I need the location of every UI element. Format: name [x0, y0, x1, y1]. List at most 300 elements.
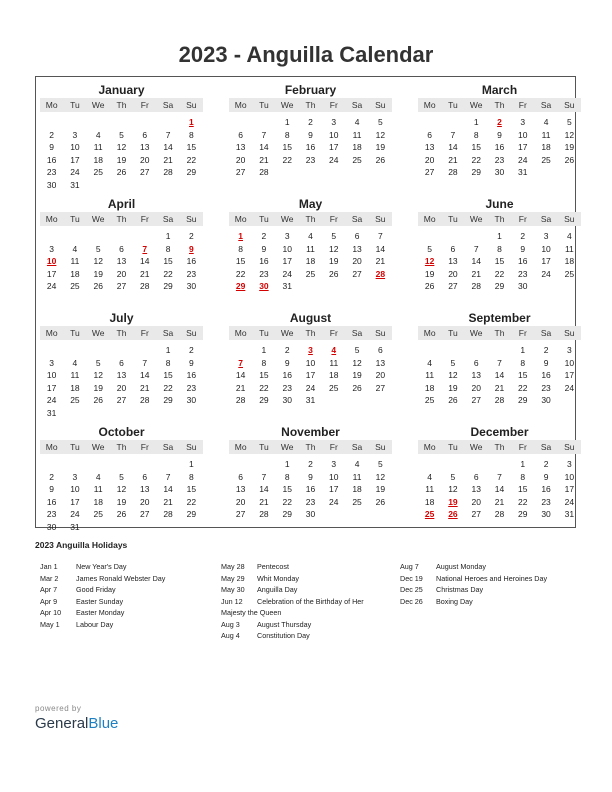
day-cell: 16 [541, 370, 551, 380]
weekday-label: Tu [259, 100, 269, 110]
weekday-label: Th [305, 100, 316, 110]
day-cell: 19 [93, 382, 103, 393]
weekday-label: We [280, 214, 294, 224]
day-cell: 25 [352, 154, 362, 165]
day-cell: 4 [427, 357, 432, 368]
empty-cell [40, 116, 63, 129]
day-cell: 1 [165, 345, 171, 355]
month-name: April [107, 197, 136, 211]
month-0 [40, 83, 203, 191]
day-cell: 12 [116, 484, 127, 494]
weekday-label: Sa [540, 328, 552, 338]
month-name: October [98, 425, 145, 439]
holiday-item [400, 584, 575, 596]
weekday-label: Fr [518, 214, 527, 224]
day-cell: 30 [494, 167, 505, 177]
day-cell: 5 [119, 471, 124, 482]
holiday-name: August Thursday [257, 619, 312, 629]
day-cell: 26 [116, 167, 127, 177]
weekday-label: Tu [448, 214, 458, 224]
holiday-date: May 28 [221, 562, 245, 571]
day-cell: 27 [235, 167, 246, 177]
day-cell: 7 [165, 471, 171, 482]
day-cell: 21 [375, 256, 386, 266]
day-cell: 9 [188, 243, 194, 254]
holiday-column [40, 561, 210, 630]
day-cell: 17 [329, 142, 339, 152]
empty-cell [252, 458, 275, 471]
empty-cell [156, 116, 179, 129]
day-cell: 16 [186, 370, 197, 380]
weekday-header [229, 440, 392, 454]
day-cell: 17 [282, 256, 292, 266]
day-cell: 31 [518, 167, 528, 177]
day-cell: 3 [72, 129, 78, 140]
day-cell: 8 [284, 129, 290, 140]
weekday-label: Th [494, 214, 505, 224]
holiday-date: May 29 [221, 573, 245, 583]
empty-cell [87, 458, 110, 471]
holiday-name: Anguilla Day [257, 585, 298, 594]
holiday-name: Christmas Day [436, 585, 484, 594]
day-cell: 20 [471, 496, 481, 507]
day-cell: 19 [448, 382, 458, 393]
day-cell: 3 [520, 117, 526, 127]
day-cell: 16 [494, 142, 505, 152]
weekday-label: Tu [70, 100, 80, 110]
day-cell: 29 [186, 509, 197, 519]
holiday-date: May 1 [40, 619, 60, 629]
day-cell: 6 [142, 471, 148, 482]
day-cell: 30 [305, 509, 316, 519]
weekday-label: Tu [259, 328, 269, 338]
day-cell: 3 [566, 459, 572, 469]
day-cell: 4 [331, 345, 337, 355]
day-cell: 26 [564, 154, 575, 165]
day-cell: 18 [329, 370, 339, 380]
day-cell: 28 [259, 509, 269, 519]
day-cell: 12 [375, 129, 386, 140]
day-grid [40, 458, 203, 533]
day-cell: 4 [72, 357, 78, 368]
day-cell: 7 [497, 357, 502, 368]
weekday-label: Fr [518, 100, 527, 110]
day-cell: 30 [541, 395, 551, 405]
day-cell: 10 [282, 243, 292, 254]
empty-cell [465, 458, 488, 471]
day-cell: 5 [331, 231, 337, 241]
day-cell: 28 [471, 281, 481, 291]
day-cell: 7 [473, 243, 479, 254]
day-cell: 8 [165, 243, 171, 254]
day-cell: 4 [354, 117, 360, 127]
day-cell: 20 [116, 382, 127, 393]
weekday-label: We [469, 100, 483, 110]
day-cell: 23 [494, 154, 505, 165]
day-cell: 11 [70, 256, 80, 266]
day-cell: 12 [564, 129, 575, 140]
day-cell: 14 [235, 370, 246, 380]
holiday-item [400, 596, 575, 608]
weekday-label: Su [564, 214, 575, 224]
empty-cell [252, 116, 275, 129]
day-cell: 22 [163, 268, 173, 279]
weekday-label: Th [494, 100, 505, 110]
day-cell: 16 [259, 256, 269, 266]
weekday-label: Mo [234, 328, 247, 338]
day-cell: 1 [261, 345, 267, 355]
weekday-label: Th [116, 214, 127, 224]
day-cell: 12 [116, 142, 127, 152]
day-cell: 1 [238, 231, 243, 241]
day-cell: 22 [494, 268, 505, 279]
day-cell: 8 [473, 129, 479, 140]
month-name: March [481, 83, 518, 97]
day-cell: 18 [424, 496, 435, 507]
day-cell: 6 [473, 471, 479, 482]
day-cell: 19 [93, 268, 103, 279]
day-cell: 19 [116, 496, 127, 507]
day-cell: 13 [116, 370, 127, 380]
day-cell: 6 [238, 471, 243, 482]
month-name: February [284, 83, 337, 97]
day-cell: 12 [448, 370, 458, 380]
day-cell: 12 [352, 357, 362, 368]
day-cell: 17 [70, 154, 80, 165]
day-cell: 11 [425, 484, 435, 494]
day-cell: 10 [46, 256, 57, 266]
month-name: December [470, 425, 529, 439]
holiday-date: Dec 19 [400, 573, 423, 583]
day-cell: 26 [424, 281, 435, 291]
day-cell: 3 [331, 117, 337, 127]
day-cell: 4 [308, 231, 313, 241]
holiday-item [400, 573, 575, 585]
day-cell: 24 [541, 268, 551, 279]
day-cell: 15 [518, 370, 528, 380]
holiday-date: Mar 2 [40, 573, 59, 583]
day-cell: 19 [448, 496, 458, 507]
empty-cell [63, 230, 86, 243]
day-cell: 27 [140, 167, 150, 177]
weekday-label: Sa [540, 100, 552, 110]
holiday-column [221, 561, 386, 642]
day-cell: 3 [543, 231, 549, 241]
day-cell: 6 [354, 231, 360, 241]
day-cell: 10 [70, 484, 80, 494]
day-cell: 23 [46, 167, 57, 177]
day-cell: 28 [375, 268, 386, 279]
day-cell: 26 [375, 154, 386, 165]
day-cell: 18 [70, 268, 80, 279]
day-cell: 30 [186, 395, 197, 405]
day-cell: 22 [471, 154, 481, 165]
day-grid [40, 230, 203, 293]
weekday-label: Sa [540, 214, 552, 224]
day-cell: 25 [541, 154, 551, 165]
holiday-item [221, 573, 386, 585]
day-cell: 8 [188, 129, 194, 140]
day-cell: 23 [46, 509, 57, 519]
day-cell: 26 [329, 268, 339, 279]
day-cell: 6 [377, 345, 383, 355]
weekday-label: Fr [518, 442, 527, 452]
day-cell: 15 [282, 484, 292, 494]
day-cell: 8 [497, 243, 502, 254]
day-cell: 28 [140, 395, 150, 405]
brand-blue: Blue [88, 715, 119, 732]
holiday-item [400, 561, 575, 573]
day-cell: 4 [95, 129, 101, 140]
day-cell: 24 [329, 496, 339, 507]
empty-cell [133, 458, 156, 471]
day-cell: 11 [93, 484, 103, 494]
day-cell: 3 [308, 345, 313, 355]
weekday-label: Sa [351, 214, 363, 224]
day-grid [229, 116, 392, 179]
day-cell: 18 [424, 382, 435, 393]
weekday-label: We [280, 328, 294, 338]
day-cell: 20 [235, 154, 246, 165]
day-cell: 21 [471, 268, 481, 279]
day-cell: 22 [235, 268, 246, 279]
weekday-label: Mo [423, 214, 436, 224]
empty-cell [418, 230, 441, 243]
day-cell: 28 [163, 167, 173, 177]
weekday-label: Fr [329, 328, 338, 338]
day-cell: 2 [261, 231, 267, 241]
day-cell: 4 [95, 471, 101, 482]
day-cell: 14 [375, 243, 386, 254]
day-cell: 1 [520, 345, 526, 355]
holiday-name: Pentecost [257, 562, 289, 571]
weekday-label: Mo [45, 442, 58, 452]
day-cell: 28 [448, 167, 458, 177]
day-cell: 27 [448, 281, 458, 291]
weekday-label: Su [186, 442, 197, 452]
day-cell: 21 [494, 496, 505, 507]
weekday-label: Th [116, 100, 127, 110]
brand-logo [35, 715, 118, 732]
weekday-label: Su [375, 328, 386, 338]
holiday-date: Dec 26 [400, 596, 423, 606]
weekday-label: Su [564, 442, 575, 452]
day-cell: 24 [518, 154, 528, 165]
day-cell: 7 [261, 471, 267, 482]
weekday-header [418, 212, 581, 226]
day-cell: 27 [116, 395, 127, 405]
holiday-item [221, 561, 386, 573]
holiday-name: Easter Sunday [76, 596, 124, 606]
day-cell: 10 [46, 370, 57, 380]
day-cell: 10 [518, 129, 528, 140]
weekday-label: Tu [259, 442, 269, 452]
day-cell: 31 [564, 509, 575, 519]
empty-cell [488, 458, 511, 471]
day-cell: 26 [116, 509, 127, 519]
day-cell: 17 [46, 268, 57, 279]
day-cell: 10 [70, 142, 80, 152]
holiday-item [40, 561, 210, 573]
day-cell: 13 [235, 142, 246, 152]
month-7 [229, 311, 392, 407]
day-cell: 29 [163, 281, 173, 291]
month-name: July [109, 311, 134, 325]
holiday-item [40, 607, 210, 619]
day-cell: 8 [165, 357, 171, 368]
day-cell: 5 [119, 129, 124, 140]
day-cell: 26 [375, 496, 386, 507]
day-cell: 20 [235, 496, 246, 507]
empty-cell [441, 344, 464, 357]
day-cell: 9 [308, 471, 313, 482]
day-cell: 16 [305, 142, 316, 152]
weekday-header [40, 98, 203, 112]
day-cell: 5 [377, 117, 383, 127]
day-cell: 9 [49, 142, 54, 152]
day-cell: 16 [282, 370, 292, 380]
empty-cell [40, 230, 63, 243]
day-cell: 15 [471, 142, 481, 152]
weekday-label: Su [564, 328, 575, 338]
day-grid [229, 344, 392, 407]
day-cell: 16 [541, 484, 551, 494]
day-cell: 1 [520, 459, 526, 469]
empty-cell [40, 458, 63, 471]
weekday-header [40, 326, 203, 340]
weekday-label: Sa [162, 328, 174, 338]
weekday-label: Su [375, 100, 386, 110]
day-cell: 23 [541, 382, 551, 393]
weekday-label: Fr [140, 100, 149, 110]
day-cell: 18 [352, 484, 362, 494]
day-cell: 7 [165, 129, 171, 140]
weekday-label: We [469, 328, 483, 338]
holiday-name: New Year's Day [76, 562, 127, 571]
day-grid [418, 116, 581, 179]
empty-cell [229, 458, 252, 471]
day-cell: 27 [375, 382, 386, 393]
empty-cell [63, 458, 86, 471]
weekday-label: Sa [540, 442, 552, 452]
powered-by-text: powered by [35, 704, 82, 713]
day-cell: 1 [188, 459, 194, 469]
empty-cell [110, 344, 133, 357]
day-cell: 3 [331, 459, 337, 469]
day-cell: 18 [564, 256, 575, 266]
day-cell: 8 [238, 243, 243, 254]
empty-cell [63, 344, 86, 357]
day-cell: 21 [494, 382, 505, 393]
day-cell: 31 [282, 281, 292, 291]
day-cell: 11 [70, 370, 80, 380]
day-cell: 18 [352, 142, 362, 152]
day-cell: 13 [375, 357, 386, 368]
day-cell: 9 [543, 471, 549, 482]
day-cell: 18 [305, 256, 316, 266]
day-cell: 14 [163, 142, 173, 152]
day-cell: 4 [354, 459, 360, 469]
weekday-label: Mo [234, 442, 247, 452]
day-cell: 25 [564, 268, 575, 279]
day-cell: 9 [284, 357, 290, 368]
day-cell: 1 [165, 231, 171, 241]
day-cell: 2 [497, 117, 502, 127]
day-cell: 29 [186, 167, 197, 177]
day-cell: 9 [261, 243, 267, 254]
weekday-label: Sa [351, 442, 363, 452]
day-cell: 26 [352, 382, 362, 393]
month-name: November [281, 425, 340, 439]
day-cell: 19 [352, 370, 362, 380]
day-cell: 27 [235, 509, 246, 519]
day-cell: 13 [352, 243, 362, 254]
weekday-label: Th [494, 328, 505, 338]
month-name: June [485, 197, 514, 211]
day-cell: 26 [448, 509, 458, 519]
empty-cell [156, 458, 179, 471]
day-cell: 17 [329, 484, 339, 494]
day-cell: 25 [424, 509, 435, 519]
day-cell: 24 [282, 268, 292, 279]
day-cell: 30 [518, 281, 528, 291]
holiday-name: Easter Monday [76, 608, 125, 617]
day-cell: 3 [566, 345, 572, 355]
month-2 [418, 83, 581, 179]
day-cell: 12 [93, 370, 103, 380]
day-cell: 30 [186, 281, 197, 291]
weekday-label: Fr [140, 442, 149, 452]
day-cell: 3 [72, 471, 78, 482]
day-cell: 4 [427, 471, 432, 482]
day-cell: 15 [186, 142, 197, 152]
weekday-label: Fr [329, 100, 338, 110]
day-cell: 31 [70, 179, 80, 190]
day-cell: 27 [424, 167, 435, 177]
holiday-name: Boxing Day [436, 596, 473, 606]
weekday-label: We [469, 442, 483, 452]
weekday-header [418, 98, 581, 112]
month-name: September [468, 311, 531, 325]
day-cell: 28 [494, 395, 505, 405]
day-cell: 11 [93, 142, 103, 152]
day-cell: 14 [163, 484, 173, 494]
day-cell: 4 [543, 117, 549, 127]
day-grid [418, 458, 581, 521]
empty-cell [87, 344, 110, 357]
day-cell: 29 [518, 395, 528, 405]
holiday-date: Aug 3 [221, 619, 240, 629]
day-cell: 28 [235, 395, 246, 405]
weekday-label: Tu [448, 100, 458, 110]
day-cell: 3 [284, 231, 290, 241]
day-cell: 21 [259, 496, 269, 507]
day-cell: 27 [352, 268, 362, 279]
day-cell: 15 [163, 256, 173, 266]
day-cell: 10 [564, 357, 575, 368]
day-cell: 19 [329, 256, 339, 266]
day-cell: 8 [284, 471, 290, 482]
day-cell: 20 [140, 154, 150, 165]
empty-cell [418, 458, 441, 471]
day-grid [40, 344, 203, 419]
day-cell: 5 [450, 471, 456, 482]
day-grid [229, 458, 392, 521]
day-cell: 9 [308, 129, 313, 140]
day-cell: 5 [377, 459, 383, 469]
weekday-label: Su [564, 100, 575, 110]
day-cell: 17 [564, 370, 575, 380]
